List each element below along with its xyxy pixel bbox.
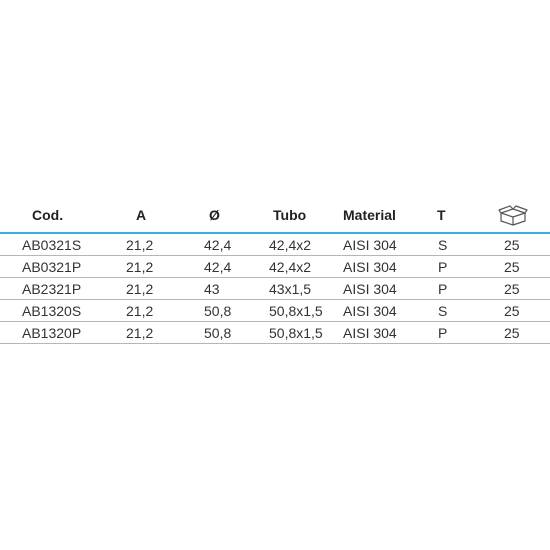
cell-t: S bbox=[434, 300, 474, 322]
table-header-row bbox=[0, 198, 550, 233]
header-cod: Cod. bbox=[0, 198, 105, 233]
cell-diameter: 42,4 bbox=[177, 256, 254, 278]
table-row bbox=[0, 322, 550, 344]
cell-qty: 25 bbox=[474, 300, 550, 322]
cell-cod: AB2321P bbox=[0, 278, 105, 300]
cell-qty: 25 bbox=[474, 322, 550, 344]
table-row bbox=[0, 256, 550, 278]
cell-tubo: 42,4x2 bbox=[254, 256, 330, 278]
cell-material: AISI 304 bbox=[330, 233, 434, 256]
cell-diameter: 42,4 bbox=[177, 233, 254, 256]
cell-a: 21,2 bbox=[105, 233, 177, 256]
header-material: Material bbox=[330, 198, 434, 233]
header-a: A bbox=[105, 198, 177, 233]
cell-material: AISI 304 bbox=[330, 300, 434, 322]
cell-tubo: 50,8x1,5 bbox=[254, 322, 330, 344]
cell-tubo: 43x1,5 bbox=[254, 278, 330, 300]
product-spec-table bbox=[0, 198, 550, 344]
cell-a: 21,2 bbox=[105, 256, 177, 278]
cell-t: P bbox=[434, 256, 474, 278]
header-t: T bbox=[434, 198, 474, 233]
cell-a: 21,2 bbox=[105, 300, 177, 322]
table-row bbox=[0, 278, 550, 300]
cell-diameter: 43 bbox=[177, 278, 254, 300]
cell-material: AISI 304 bbox=[330, 278, 434, 300]
box-icon bbox=[498, 204, 528, 226]
cell-a: 21,2 bbox=[105, 322, 177, 344]
cell-material: AISI 304 bbox=[330, 256, 434, 278]
cell-cod: AB1320P bbox=[0, 322, 105, 344]
cell-qty: 25 bbox=[474, 233, 550, 256]
cell-diameter: 50,8 bbox=[177, 322, 254, 344]
cell-qty: 25 bbox=[474, 278, 550, 300]
cell-tubo: 42,4x2 bbox=[254, 233, 330, 256]
cell-t: S bbox=[434, 233, 474, 256]
cell-diameter: 50,8 bbox=[177, 300, 254, 322]
cell-material: AISI 304 bbox=[330, 322, 434, 344]
cell-tubo: 50,8x1,5 bbox=[254, 300, 330, 322]
table-row bbox=[0, 233, 550, 256]
cell-cod: AB0321S bbox=[0, 233, 105, 256]
table-row bbox=[0, 300, 550, 322]
header-tubo: Tubo bbox=[254, 198, 330, 233]
header-box bbox=[474, 198, 550, 233]
cell-t: P bbox=[434, 278, 474, 300]
header-diameter: Ø bbox=[177, 198, 254, 233]
cell-a: 21,2 bbox=[105, 278, 177, 300]
cell-t: P bbox=[434, 322, 474, 344]
cell-cod: AB1320S bbox=[0, 300, 105, 322]
cell-cod: AB0321P bbox=[0, 256, 105, 278]
cell-qty: 25 bbox=[474, 256, 550, 278]
